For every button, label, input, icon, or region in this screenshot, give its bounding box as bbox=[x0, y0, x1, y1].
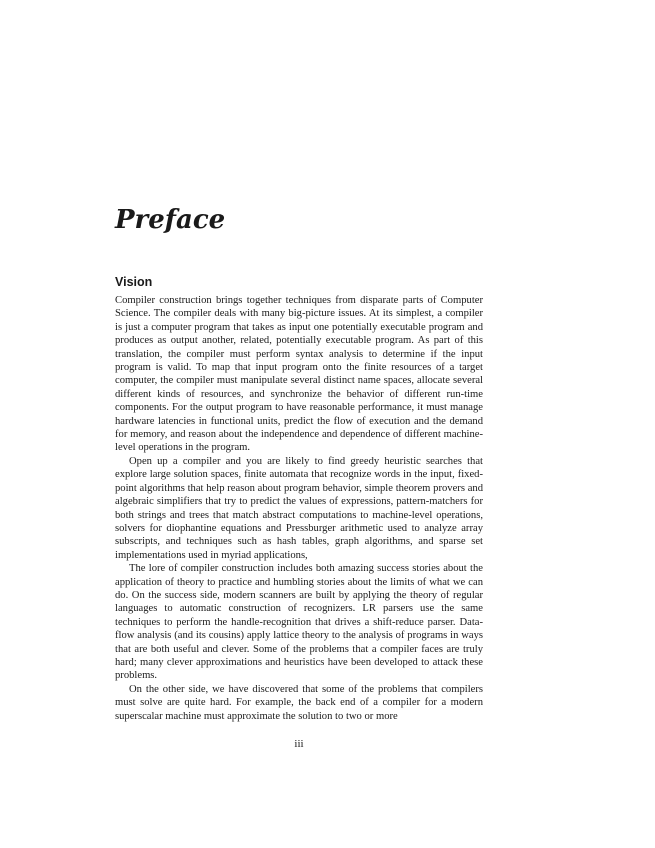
page-number: iii bbox=[294, 738, 304, 750]
paragraph-4: On the other side, we have discovered that some of the problems that compilers must solve are quite hard. For example, the back end of a compiler for a modern superscalar machine must approximate the solution to two or more bbox=[115, 683, 483, 722]
body-text bbox=[115, 294, 483, 723]
section-heading: Vision bbox=[115, 275, 153, 289]
paragraph-2: Open up a compiler and you are likely to find greedy heuristic searches that explore large solution spaces, finite automata that recognize words in the input, fixed-point algorithms that help reason about program behavior, simple theorem provers and algebraic simplifiers that try to predict the values of expressions, pattern-matchers for both strings and trees that match abstract computations to machine-level operations, solvers for diophantine equations and Pressburger arithmetic used to analyze array subscripts, and techniques such as hash tables, graph algorithms, and sparse set implementations used in myriad applications, bbox=[115, 455, 483, 561]
paragraph-3: The lore of compiler construction includes both amazing success stories about the application of theory to practice and humbling stories about the limits of what we can do. On the success side, modern scanners are built by applying the theory of regular languages to automatic construction of recognizers. LR parsers use the same techniques to perform the handle-recognition that drives a shift-reduce parser. Data-flow analysis (and its cousins) apply lattice theory to the analysis of programs in ways that are both useful and clever. Some of the problems that a compiler faces are truly hard; many clever approximations and heuristics have been developed to attack these problems. bbox=[115, 563, 483, 682]
page-title: Preface bbox=[115, 205, 226, 235]
paragraph-1: Compiler construction brings together techniques from disparate parts of Computer Science. The compiler deals with many big-picture issues. At its simplest, a compiler is just a computer program that takes as input one potentially executable program and produces as output another, related, potentially executable program. As part of this translation, the compiler must perform syntax analysis to determine if the input program is valid. To map that input program onto the finite resources of a target computer, the compiler must manipulate several distinct name spaces, allocate several different kinds of resources, and synchronize the behavior of different run-time components. For the output program to have reasonable performance, it must manage hardware latencies in functional units, predict the flow of execution and the demand for memory, and reason about the independence and dependence of different machine-level operations in the program. bbox=[115, 295, 483, 454]
